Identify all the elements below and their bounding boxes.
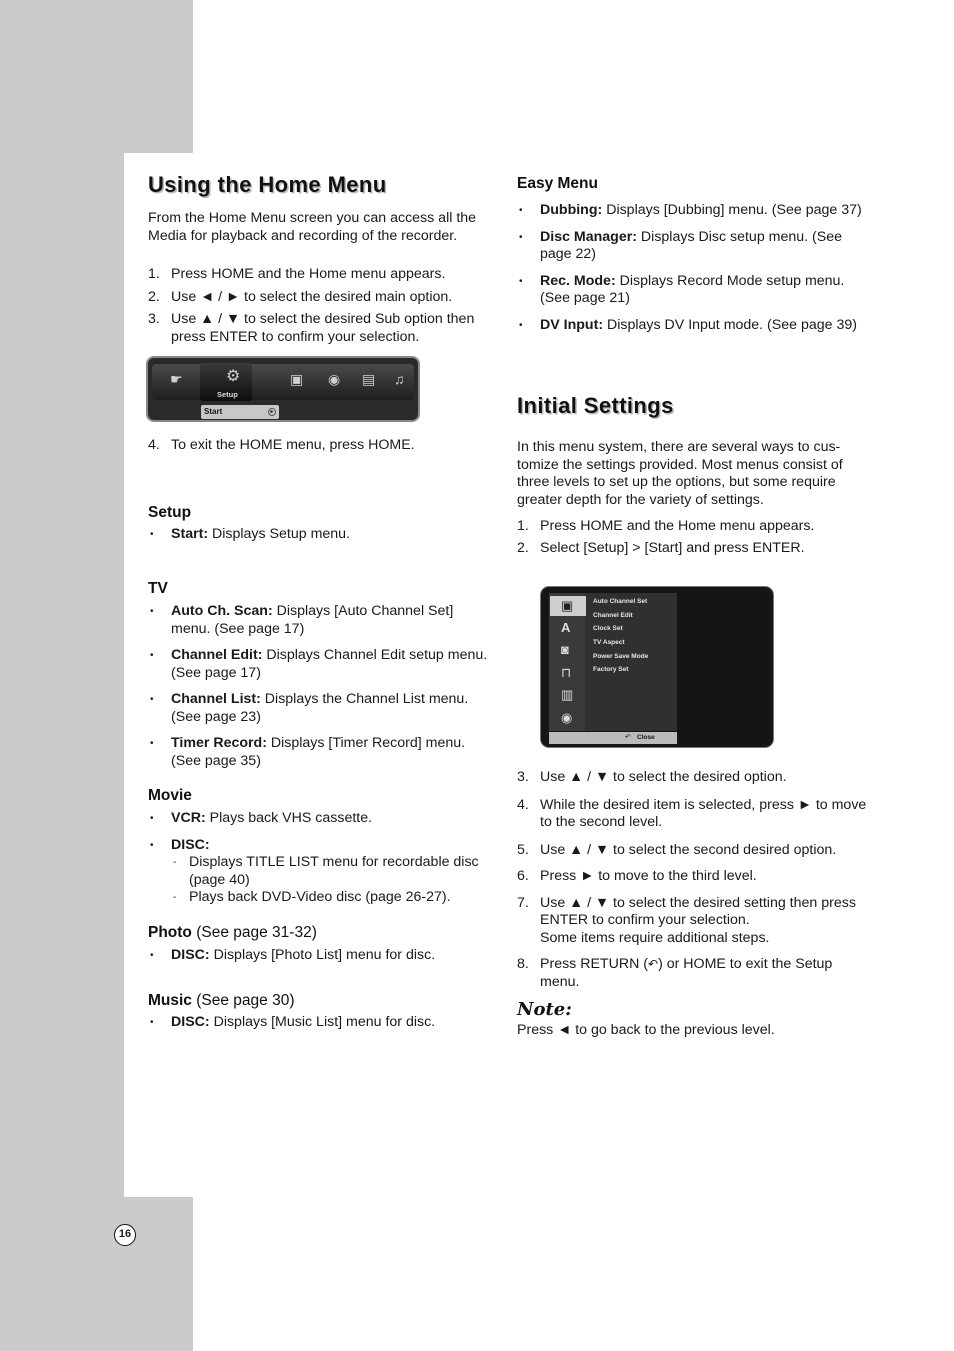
list-item: 7. Use ▲ / ▼ to select the desired setting then press ENTER to confirm your selection. Some items require additional steps. bbox=[517, 894, 856, 946]
return-icon: ↶ bbox=[625, 734, 631, 741]
list-item: 1. Press HOME and the Home menu appears. bbox=[517, 518, 815, 534]
option-tv-aspect: TV Aspect bbox=[593, 639, 625, 646]
list-item: • Auto Ch. Scan: Displays [Auto Channel Set] menu. (See page 17) bbox=[148, 603, 493, 638]
list-item: - Displays TITLE LIST menu for recordable disc (page 40) bbox=[171, 854, 493, 889]
initial-settings-steps-a bbox=[517, 518, 867, 557]
tv-icon: ▣ bbox=[290, 371, 304, 387]
list-item: 2. Select [Setup] > [Start] and press ENTER. bbox=[517, 539, 805, 556]
option-power-save-mode: Power Save Mode bbox=[593, 653, 649, 660]
disc-icon: ◉ bbox=[561, 710, 573, 725]
disc-sub-list bbox=[171, 854, 493, 907]
option-auto-channel-set: Auto Channel Set bbox=[593, 598, 648, 605]
setup-tv-icon: ▣ bbox=[561, 598, 574, 613]
list-item: • DISC: Displays [Music List] menu for disc. bbox=[148, 1014, 493, 1032]
music-heading: Music (See page 30) bbox=[148, 992, 295, 1009]
arrow-icon: ► bbox=[269, 409, 275, 415]
option-factory-set: Factory Set bbox=[593, 666, 629, 673]
list-item: • DISC: Displays [Photo List] menu for disc. bbox=[148, 947, 493, 965]
bottom-gray-margin bbox=[124, 1197, 193, 1351]
option-channel-edit: Channel Edit bbox=[593, 612, 633, 619]
note-title: Note: bbox=[517, 999, 572, 1020]
photo-icon: ▤ bbox=[362, 371, 376, 387]
list-item: 2. Use ◄ / ► to select the desired main option. bbox=[148, 288, 453, 305]
list-item: - Plays back DVD-Video disc (page 26-27). bbox=[171, 889, 493, 907]
home-menu-step-4: 4. To exit the HOME menu, press HOME. bbox=[148, 437, 415, 453]
top-gray-margin bbox=[124, 0, 193, 153]
list-item: 1. Press HOME and the Home menu appears. bbox=[148, 266, 446, 282]
list-item: • Start: Displays Setup menu. bbox=[148, 526, 493, 544]
list-item: • VCR: Plays back VHS cassette. bbox=[148, 810, 493, 828]
setup-menu-close-bar bbox=[549, 732, 677, 744]
list-item: 3. Use ▲ / ▼ to select the desired Sub option then press ENTER to confirm your selection. bbox=[148, 311, 475, 345]
close-label: Close bbox=[637, 734, 655, 741]
tv-heading: TV bbox=[148, 580, 168, 597]
lock-icon: ⊓ bbox=[561, 665, 572, 680]
home-menu-intro: From the Home Menu screen you can access all the Media for playback and recording of the recorder. bbox=[148, 210, 477, 244]
left-gray-margin bbox=[0, 0, 124, 1351]
list-item: 6. Press ► to move to the third level. bbox=[517, 868, 757, 884]
setup-list bbox=[148, 526, 493, 544]
page-number: 16 bbox=[114, 1224, 136, 1246]
music-icon: ♫ bbox=[394, 371, 405, 387]
home-menu-steps bbox=[148, 266, 493, 346]
initial-settings-title: Initial Settings bbox=[517, 393, 674, 418]
return-icon: ↶ bbox=[648, 957, 659, 971]
initial-settings-intro: In this menu system, there are several ways to cus- tomize the settings provided. Most menus consist of three levels to set up the options, but some require greater depth for the variety of settings. bbox=[517, 439, 843, 508]
option-clock-set: Clock Set bbox=[593, 625, 623, 632]
initial-settings-steps-b bbox=[517, 769, 867, 991]
list-item: • Channel Edit: Displays Channel Edit setup menu. (See page 17) bbox=[148, 647, 493, 682]
using-home-menu-title: Using the Home Menu bbox=[148, 172, 387, 197]
photo-heading: Photo (See page 31-32) bbox=[148, 924, 317, 941]
list-item: 8. Press RETURN (↶) or HOME to exit the Setup menu. bbox=[517, 956, 833, 990]
list-item: 4. While the desired item is selected, press ► to move to the second level. bbox=[517, 796, 867, 830]
list-item: 3. Use ▲ / ▼ to select the desired option. bbox=[517, 769, 787, 785]
setup-label: Setup bbox=[217, 390, 238, 399]
music-list bbox=[148, 1014, 493, 1032]
list-item: • Channel List: Displays the Channel List menu. (See page 23) bbox=[148, 691, 493, 726]
language-a-icon: A bbox=[561, 620, 571, 635]
list-item: • Disc Manager: Displays Disc setup menu. (See page 22) bbox=[517, 229, 865, 264]
easy-menu-list bbox=[517, 202, 865, 334]
movie-disc-icon: ◉ bbox=[328, 371, 341, 387]
recording-film-icon: ▥ bbox=[561, 687, 574, 702]
audio-speaker-icon: ◙ bbox=[561, 642, 569, 657]
movie-heading: Movie bbox=[148, 787, 192, 804]
list-item: • Rec. Mode: Displays Record Mode setup menu. (See page 21) bbox=[517, 273, 865, 308]
setup-heading: Setup bbox=[148, 504, 192, 521]
start-option: Start ► bbox=[201, 405, 279, 419]
list-item: • Timer Record: Displays [Timer Record] menu. (See page 35) bbox=[148, 735, 493, 770]
list-item: 5. Use ▲ / ▼ to select the second desired option. bbox=[517, 841, 837, 858]
list-item: • DV Input: Displays DV Input mode. (See page 39) bbox=[517, 317, 865, 335]
list-item: • DISC: - Displays TITLE LIST menu for recordable disc (page 40) - Plays back DVD-Video disc (page 26-27). bbox=[148, 837, 493, 907]
hand-icon: ☛ bbox=[170, 371, 183, 387]
setup-gears-icon: ⚙ bbox=[226, 368, 241, 385]
photo-list bbox=[148, 947, 493, 965]
movie-list bbox=[148, 810, 493, 907]
home-menu-screenshot bbox=[146, 356, 420, 422]
easy-menu-heading: Easy Menu bbox=[517, 175, 598, 192]
tv-list bbox=[148, 603, 493, 770]
note-text: Press ◄ to go back to the previous level. bbox=[517, 1022, 775, 1038]
list-item: • Dubbing: Displays [Dubbing] menu. (See page 37) bbox=[517, 202, 865, 220]
setup-menu-screenshot bbox=[540, 586, 774, 748]
